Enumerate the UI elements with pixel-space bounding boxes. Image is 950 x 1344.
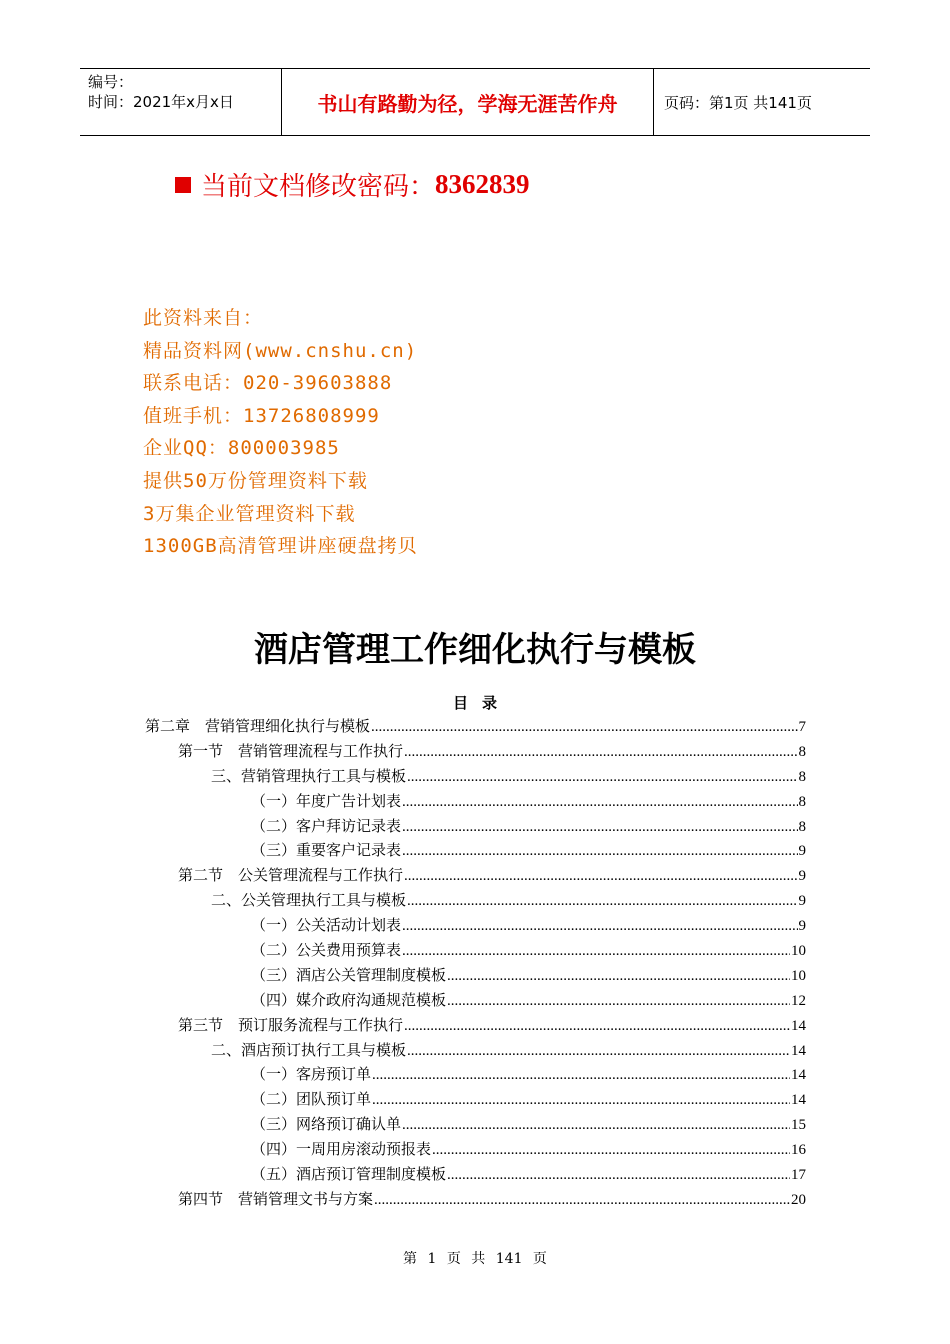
toc-entry-label: （一）客房预订单 (251, 1065, 372, 1084)
toc-leader-dots (407, 1043, 790, 1060)
toc-leader-dots (404, 744, 797, 761)
password-notice (175, 166, 530, 203)
toc-entry-page: 10 (791, 967, 806, 984)
toc-entry-label: （五）酒店预订管理制度模板 (251, 1165, 447, 1184)
toc-entry-page: 20 (791, 1191, 806, 1208)
page-header (80, 68, 870, 136)
header-page-info: 页码：第1页 共141页 (664, 93, 812, 112)
toc-leader-dots (372, 1067, 790, 1084)
toc-entry-label: （二）公关费用预算表 (251, 941, 402, 960)
number-label: 编号： (88, 73, 134, 91)
toc-entry-label: 二、公关管理执行工具与模板 (211, 891, 407, 910)
password-notice-text: 当前文档修改密码： (201, 172, 436, 202)
toc-entry[interactable] (145, 989, 806, 1014)
toc-entry-label: 第四节 营销管理文书与方案 (178, 1189, 374, 1208)
source-info (143, 302, 418, 563)
source-line: 3万集企业管理资料下载 (143, 502, 356, 525)
toc-entry-page: 9 (798, 893, 806, 910)
toc-entry-label: （四）媒介政府沟通规范模板 (251, 990, 447, 1009)
header-left-cell (80, 69, 282, 135)
toc-entry-label: （三）网络预订确认单 (251, 1115, 402, 1134)
toc-entry-page: 14 (791, 1067, 806, 1084)
toc-leader-dots (407, 769, 797, 786)
toc-entry-page: 7 (798, 719, 806, 735)
toc-entry-label: （三）重要客户记录表 (251, 841, 402, 860)
toc-entry-label: （二）客户拜访记录表 (251, 816, 402, 835)
toc-entry[interactable] (145, 1138, 806, 1163)
toc-leader-dots (372, 1092, 790, 1109)
toc-entry[interactable] (145, 964, 806, 989)
toc-entry-label: （二）团队预订单 (251, 1090, 372, 1109)
toc-entry-page: 9 (798, 868, 806, 885)
toc-entry-page: 14 (791, 1017, 806, 1034)
toc-leader-dots (404, 1018, 790, 1035)
page-footer: 第 1 页 共 141 页 (403, 1251, 547, 1267)
toc-heading: 目录 (452, 694, 511, 712)
source-line: 提供50万份管理资料下载 (143, 469, 368, 492)
toc-entry-page: 17 (791, 1167, 806, 1184)
toc-leader-dots (447, 993, 790, 1010)
toc-entry[interactable] (145, 1039, 806, 1064)
source-line: 此资料来自： (143, 307, 264, 329)
password-code: 8362839 (435, 169, 530, 199)
toc-leader-dots (402, 918, 797, 935)
toc-entry-label: （三）酒店公关管理制度模板 (251, 965, 447, 984)
source-line: 企业QQ：800003985 (143, 437, 340, 460)
toc-entry[interactable] (145, 1188, 806, 1213)
toc-entry[interactable] (145, 715, 806, 740)
toc-leader-dots (432, 1142, 790, 1159)
toc-entry[interactable] (145, 914, 806, 939)
toc-leader-dots (402, 1117, 790, 1134)
toc-leader-dots (407, 893, 797, 910)
toc-entry[interactable] (145, 740, 806, 765)
toc-leader-dots (404, 868, 797, 885)
toc-entry-label: 二、酒店预订执行工具与模板 (211, 1040, 407, 1059)
toc-entry[interactable] (145, 1163, 806, 1188)
toc-entry[interactable] (145, 889, 806, 914)
toc-entry[interactable] (145, 1088, 806, 1113)
source-line: 1300GB高清管理讲座硬盘拷贝 (143, 535, 418, 558)
toc-leader-dots (371, 719, 797, 736)
time-label: 时间：2021年x月x日 (88, 93, 234, 111)
toc-leader-dots (402, 943, 790, 960)
toc-entry-label: （一）公关活动计划表 (251, 916, 402, 935)
toc-entry-label: 第三节 预订服务流程与工作执行 (178, 1015, 404, 1034)
toc-entry-page: 16 (791, 1142, 806, 1159)
toc-leader-dots (402, 843, 797, 860)
toc-entry[interactable] (145, 790, 806, 815)
toc-entry-page: 8 (798, 768, 806, 785)
toc-leader-dots (402, 794, 797, 811)
source-line: 联系电话：020-39603888 (143, 372, 393, 395)
source-line: 值班手机：13726808999 (143, 404, 380, 427)
toc-entry-label: （一）年度广告计划表 (251, 791, 402, 810)
toc-entry-page: 8 (798, 743, 806, 760)
toc-entry[interactable] (145, 1113, 806, 1138)
toc-entry-label: 第一节 营销管理流程与工作执行 (178, 741, 404, 760)
toc-entry[interactable] (145, 939, 806, 964)
toc-entry[interactable] (145, 839, 806, 864)
toc-entry-label: （四）一周用房滚动预报表 (251, 1140, 432, 1159)
toc-leader-dots (402, 819, 797, 836)
toc-entry[interactable] (145, 864, 806, 889)
toc-leader-dots (447, 1167, 790, 1184)
source-line: 精品资料网(www.cnshu.cn) (143, 339, 418, 362)
square-bullet-icon (175, 177, 191, 193)
toc-entry-label: 三、营销管理执行工具与模板 (211, 766, 407, 785)
toc-entry[interactable] (145, 1063, 806, 1088)
toc-entry-page: 14 (791, 1042, 806, 1059)
toc-entry-label: 第二节 公关管理流程与工作执行 (178, 866, 404, 885)
toc-entry[interactable] (145, 815, 806, 840)
toc-leader-dots (447, 968, 790, 985)
document-title: 酒店管理工作细化执行与模板 (254, 630, 696, 670)
toc-entry-page: 14 (791, 1092, 806, 1109)
toc-entry-page: 9 (798, 843, 806, 860)
toc-entry[interactable] (145, 1014, 806, 1039)
toc-entry-page: 9 (798, 918, 806, 935)
toc-entry-page: 8 (798, 818, 806, 835)
toc-entry-page: 12 (791, 992, 806, 1009)
toc-entry-page: 15 (791, 1117, 806, 1134)
toc-entry[interactable] (145, 765, 806, 790)
toc-entry-page: 8 (798, 793, 806, 810)
header-motto: 书山有路勤为径，学海无涯苦作舟 (282, 69, 654, 135)
table-of-contents (145, 715, 806, 1213)
toc-leader-dots (374, 1192, 790, 1209)
toc-entry-label: 第二章 营销管理细化执行与模板 (145, 717, 371, 735)
toc-entry-page: 10 (791, 943, 806, 960)
